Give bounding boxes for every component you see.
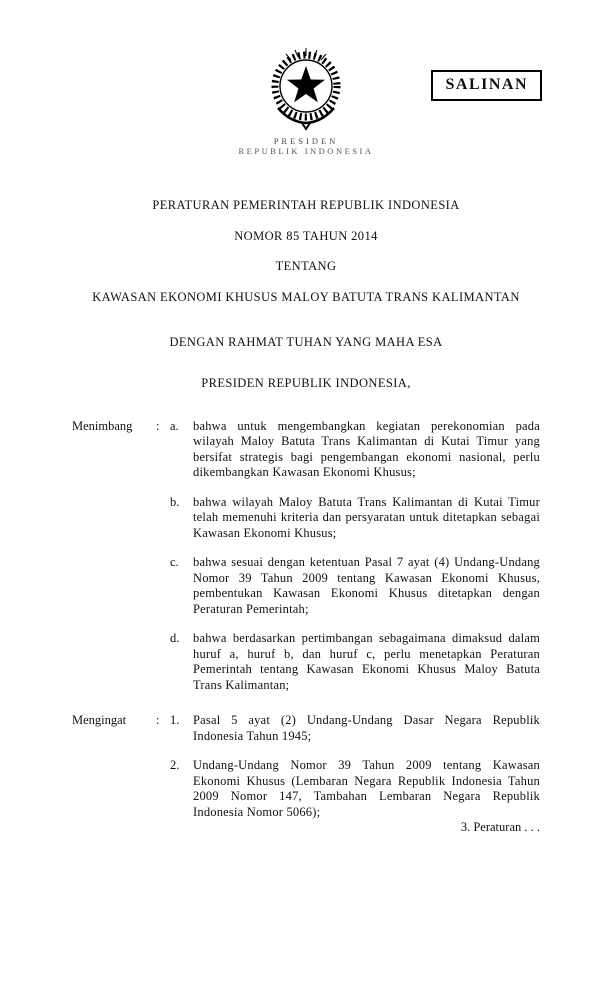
clause-text: Pasal 5 ayat (2) Undang-Undang Dasar Negara Republik Indonesia Tahun 1945; [193, 713, 540, 743]
clause-marker: c. [170, 555, 179, 569]
letterhead [0, 136, 612, 156]
document-body [72, 419, 540, 821]
clause-text: Undang-Undang Nomor 39 Tahun 2009 tentang Kawasan Ekonomi Khusus (Lembaran Negara Republik Indonesia Tahun 2009 Nomor 147, Tambahan Lembaran Negara Republik Indonesia Nomor 5066); [193, 758, 540, 819]
clause-marker: a. [170, 418, 179, 433]
presidential-seal-icon [258, 46, 354, 132]
mengingat-label: Mengingat [72, 713, 127, 727]
regulation-title: PERATURAN PEMERINTAH REPUBLIK INDONESIA [152, 198, 460, 212]
document-header [0, 0, 612, 172]
clause-marker: 1. [170, 713, 180, 727]
invocation-line: DENGAN RAHMAT TUHAN YANG MAHA ESA [169, 334, 443, 349]
mengingat-colon: : [156, 713, 160, 727]
clause-text: bahwa untuk mengembangkan kegiatan perekonomian pada wilayah Maloy Batuta Trans Kalimantan di Kutai Timur yang bersifat strategis bagi pengembangan ekonomi nasional, perlu dikembangkan Kawasan Ekonomi Khusus; [193, 418, 540, 479]
clause-text: bahwa sesuai dengan ketentuan Pasal 7 ayat (4) Undang-Undang Nomor 39 Tahun 2009 tentang Kawasan Ekonomi Khusus, pembentukan Kawasan Ekonomi Khusus ditetapkan dengan Peraturan Pemerintah; [193, 555, 540, 616]
clause-marker: d. [170, 631, 180, 645]
catchword: 3. Peraturan . . . [460, 820, 540, 834]
mengingat-section [72, 713, 540, 820]
menimbang-label: Menimbang [72, 418, 133, 433]
letterhead-line1: PRESIDEN [273, 136, 339, 146]
regulation-number: NOMOR 85 TAHUN 2014 [234, 228, 378, 243]
letterhead-line2: REPUBLIK INDONESIA [238, 146, 374, 156]
clause-marker: b. [170, 494, 180, 509]
regulation-subject: KAWASAN EKONOMI KHUSUS MALOY BATUTA TRANS KALIMANTAN [92, 289, 520, 304]
clause-marker: 2. [170, 758, 180, 772]
menimbang-colon: : [156, 418, 160, 433]
president-line: PRESIDEN REPUBLIK INDONESIA, [201, 375, 411, 390]
menimbang-section [72, 419, 540, 694]
clause-text: bahwa berdasarkan pertimbangan sebagaimana dimaksud dalam huruf a, huruf b, dan huruf c, perlu menetapkan Peraturan Pemerintah tentang Kawasan Ekonomi Khusus Maloy Batuta Trans Kalimantan; [193, 631, 540, 692]
clause-text: bahwa wilayah Maloy Batuta Trans Kalimantan di Kutai Timur telah memenuhi kriteria dan persyaratan untuk ditetapkan sebagai Kawasan Ekonomi Khusus; [193, 494, 540, 540]
salinan-stamp: SALINAN [431, 70, 542, 101]
title-block [0, 198, 612, 391]
tentang-label: TENTANG [275, 259, 337, 273]
